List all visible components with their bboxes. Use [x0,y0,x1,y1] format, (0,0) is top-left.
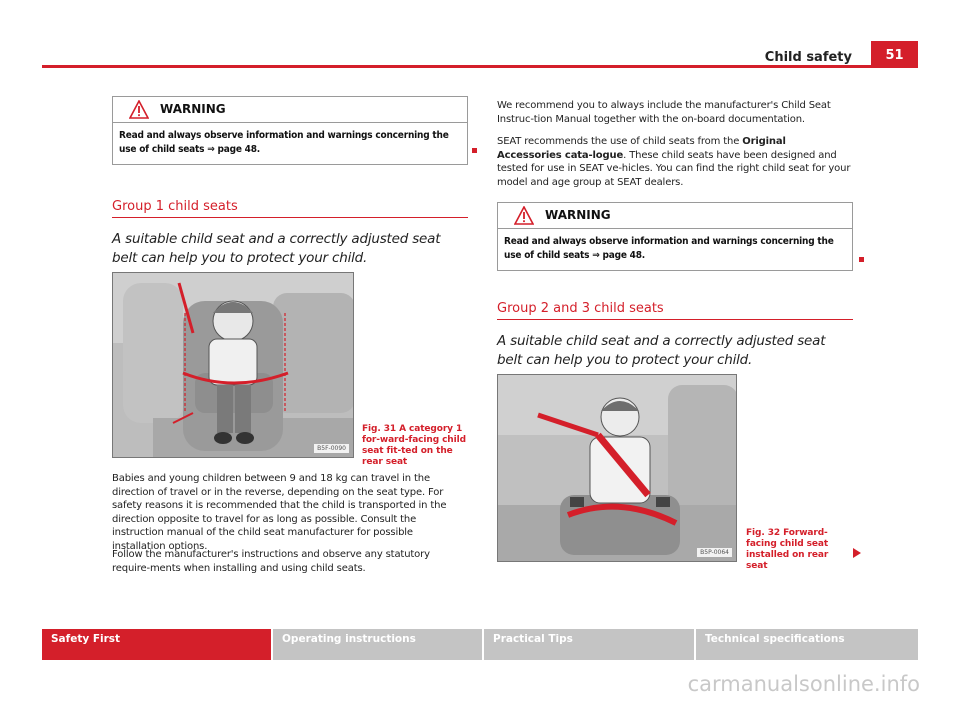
paragraph-group1-instructions: Follow the manufacturer's instructions and observe any statutory require-ments when installing and using child seats. [112,549,430,574]
figure-32-caption: Fig. 32 Forward-facing child seat installed on rear seat [746,528,829,571]
tab-practical-tips[interactable]: Practical Tips [484,629,694,660]
warning-header-right [498,203,852,229]
warning-title: WARNING [160,102,226,116]
footer-nav [42,629,918,660]
end-of-section-mark-right [859,257,864,262]
figure-code: B5P-0064 [697,548,732,557]
para-text-c: . These child seats have been designed and tested for use in SEAT ve-hicles. You can find the right child seat for your model and age group at SEAT dealers. [497,149,851,188]
warning-header [113,97,467,123]
tab-operating-instructions[interactable]: Operating instructions [273,629,482,660]
lead-text-group2-3: A suitable child seat and a correctly adjusted seat belt can help you to protect your child. [497,333,826,368]
header-rule [42,65,918,68]
page-reference-link[interactable]: ⇒ page 48. [207,144,261,155]
warning-text-right [498,229,852,270]
warning-body-text: Read and always observe information and warnings concerning the use of child seats [119,130,449,155]
section-group1 [112,199,468,268]
warning-text [113,123,467,164]
left-column [112,96,468,266]
paragraph-seat-recommendation [497,135,853,189]
warning-triangle-icon [129,100,149,119]
paragraph-manual-recommendation: We recommend you to always include the manufacturer's Child Seat Instruc-tion Manual together with the on-board documentation. [497,100,831,125]
warning-triangle-icon [514,206,534,225]
figure-31-caption: Fig. 31 A category 1 for-ward-facing child seat fit-ted on the rear seat [362,424,466,467]
figure-code: B5F-0090 [314,444,349,453]
end-of-section-mark [472,148,477,153]
paragraph-group1-weights: Babies and young children between 9 and 18 kg can travel in the direction of travel or in the reverse, depending on the seat type. For safety reasons it is recommended that the child is transported in the direction opposite to travel for as long as possible. Consult the instruction manual of the child seat manufacturer for possible installation options. [112,473,447,552]
running-header-title: Child safety [764,50,852,65]
section-title-group1: Group 1 child seats [112,199,468,218]
para-text-a: SEAT recommends the use of child seats from the [497,136,743,147]
accessories-catalogue-label: Original Accessories cata-logue [497,136,786,161]
tab-safety-first[interactable]: Safety First [42,629,271,660]
tab-technical-specifications[interactable]: Technical specifications [696,629,918,660]
warning-title-right: WARNING [545,208,611,222]
figure-31-child-seat [112,272,354,458]
warning-box [112,96,468,165]
figure-31-illustration [113,273,354,458]
figure-32-child-seat [497,374,737,562]
warning-body-text-right: Read and always observe information and warnings concerning the use of child seats [504,236,834,261]
watermark: carmanualsonline.info [687,672,920,696]
warning-box-right [497,202,853,271]
continue-arrow-icon[interactable] [853,548,861,558]
page-reference-link-right[interactable]: ⇒ page 48. [592,250,646,261]
figure-32-illustration [498,375,737,562]
section-group2-3 [497,301,853,370]
page-number: 51 [871,41,918,68]
section-title-group2-3: Group 2 and 3 child seats [497,301,853,320]
lead-text-group1: A suitable child seat and a correctly adjusted seat belt can help you to protect your child. [112,231,441,266]
